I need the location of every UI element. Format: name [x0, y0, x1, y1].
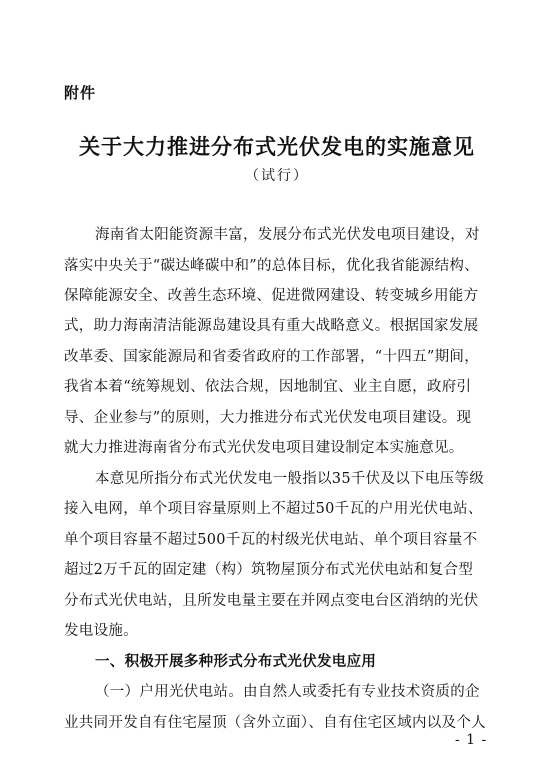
section-heading: 一、积极开展多种形式分布式光伏发电应用 — [95, 654, 377, 670]
body-line: 改革委、国家能源局和省委省政府的工作部署，“十四五”期间， — [64, 349, 480, 365]
body-line: 式，助力海南清洁能源岛建设具有重大战略意义。根据国家发展 — [64, 318, 479, 334]
body-line: 发电设施。 — [64, 623, 138, 639]
body-line: 保障能源安全、改善生态环境、促进微网建设、转变城乡用能方 — [64, 288, 479, 304]
body-line: 落实中央关于“碳达峰碳中和”的总体目标，优化我省能源结构、 — [64, 258, 480, 274]
body-line: 业共同开发自有住宅屋顶（含外立面）、自有住宅区域内以及个人 — [64, 715, 486, 731]
body-line: 导、企业参与”的原则，大力推进分布式光伏发电项目建设。现 — [64, 410, 472, 426]
body-line: 我省本着“统筹规划、依法合规，因地制宜、业主自愿，政府引 — [64, 379, 472, 395]
body-line: 就大力推进海南省分布式光伏发电项目建设制定本实施意见。 — [64, 440, 464, 456]
body-line: 超过2万千瓦的固定建（构）筑物屋顶分布式光伏电站和复合型 — [64, 562, 474, 578]
body-line: 分布式光伏电站，且所发电量主要在并网点变电台区消纳的光伏 — [64, 593, 479, 609]
body-line: 单个项目容量不超过500千瓦的村级光伏电站、单个项目容量不 — [64, 532, 478, 548]
attachment-label: 附件 — [64, 84, 97, 102]
document-title: 关于大力推进分布式光伏发电的实施意见 — [79, 134, 475, 159]
body-line: 本意见所指分布式光伏发电一般指以35千伏及以下电压等级 — [95, 471, 485, 487]
body-line: 接入电网，单个项目容量原则上不超过50千瓦的户用光伏电站、 — [64, 501, 483, 517]
body-line: 海南省太阳能资源丰富，发展分布式光伏发电项目建设，对 — [95, 227, 480, 243]
body-line: （一）户用光伏电站。由自然人或委托有专业技术资质的企 — [95, 684, 480, 700]
page-number: - 1 - — [455, 732, 488, 748]
document-subtitle: （试行） — [245, 168, 309, 184]
